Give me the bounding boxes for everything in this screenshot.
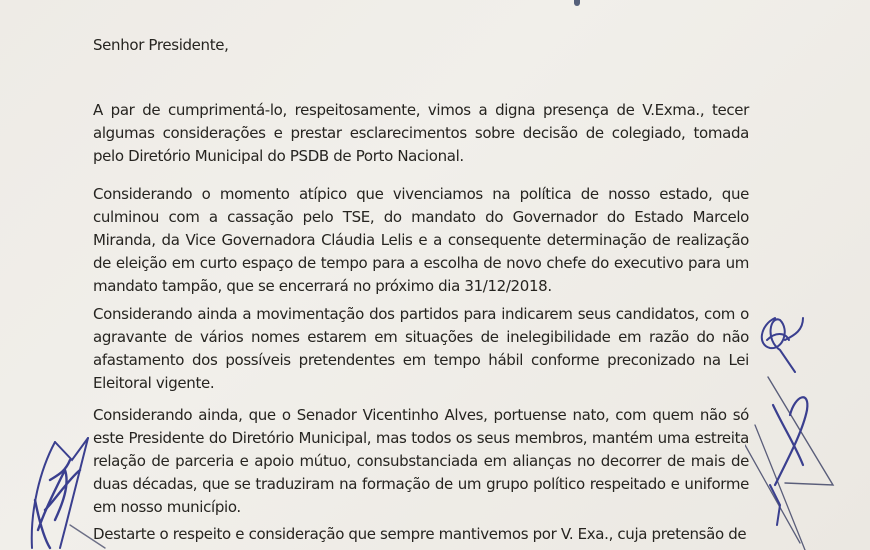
- paragraph-1: A par de cumprimentá-lo, respeitosamente, vimos a digna presença de V.Exma., tecer algumas considerações e prestar esclarecimentos sobre decisão de colegiado, tomada pelo Diretório Municipal do PSDB de Porto Nacional.: [93, 101, 749, 165]
- paragraph-4: Considerando ainda, que o Senador Vicentinho Alves, portuense nato, com quem não só este Presidente do Diretório Municipal, mas todos os seus membros, mantém uma estreita relação de parceria e apoio mútuo, consubstanciada em alianças no decorrer de mais de duas décadas, que se traduziram na formação de um grupo político respeitado e uniforme em nosso município.: [93, 406, 749, 516]
- paragraph-2: Considerando o momento atípico que vivenciamos na política de nosso estado, que culminou com a cassação pelo TSE, do mandato do Governador do Estado Marcelo Miranda, da Vice Governadora Cláudia Lelis e a consequente determinação de realização de eleição em curto espaço de tempo para a escolha de novo chefe do executivo para um mandato tampão, que se encerrará no próximo dia 31/12/2018.: [93, 185, 749, 295]
- signature-right-icon: [745, 375, 870, 550]
- paragraph-5: Destarte o respeito e consideração que sempre mantivemos por V. Exa., cuja pretensão de: [93, 525, 747, 543]
- salutation: Senhor Presidente,: [93, 36, 229, 54]
- initials-right-icon: [755, 310, 810, 375]
- paragraph-3: Considerando ainda a movimentação dos partidos para indicarem seus candidatos, com o agravante de vários nomes estarem em situações de inelegibilidade em razão do não afastamento dos possíveis pretendentes em tempo hábil conforme preconizado na Lei Eleitoral vigente.: [93, 305, 749, 392]
- signature-left-icon: [10, 430, 110, 550]
- ink-mark: [574, 0, 580, 6]
